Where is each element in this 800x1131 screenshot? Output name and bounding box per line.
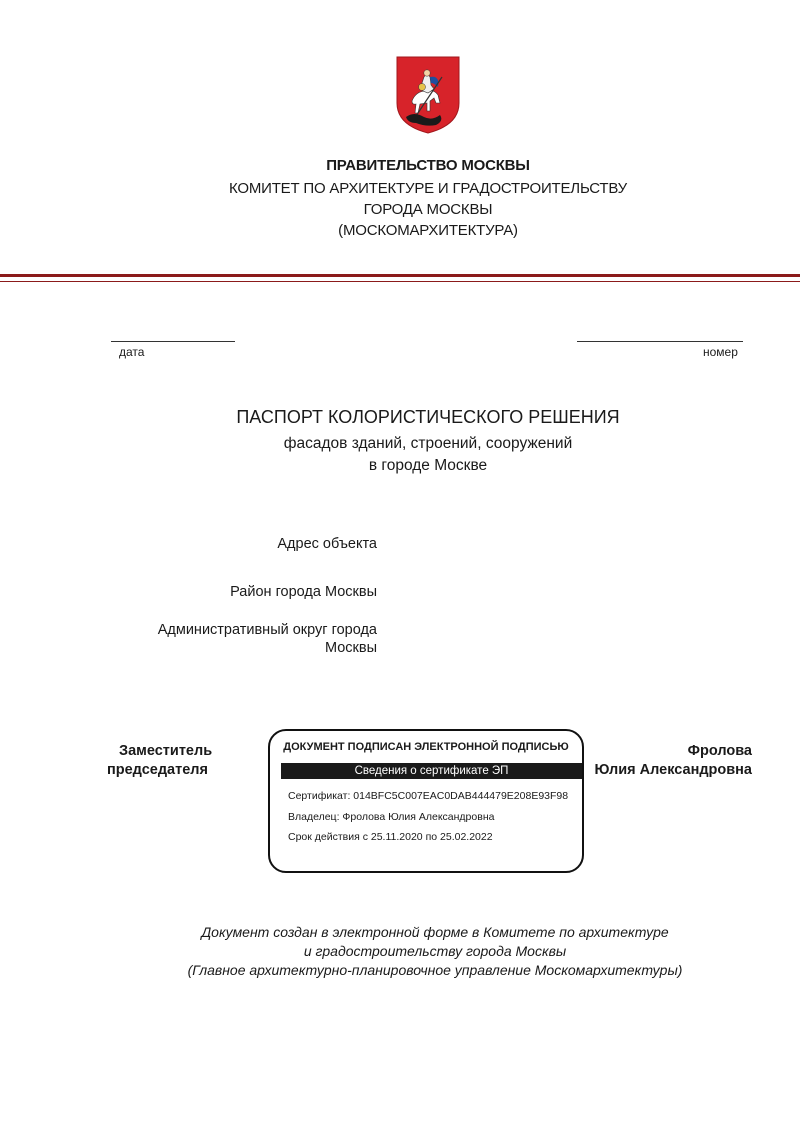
signatory-position-line1: Заместитель: [119, 743, 213, 759]
document-title: ПАСПОРТ КОЛОРИСТИЧЕСКОГО РЕШЕНИЯ: [236, 407, 620, 427]
footer-line3: (Главное архитектурно-планировочное управление Москомархитектуры): [187, 962, 683, 978]
committee-name-line2: ГОРОДА МОСКВЫ: [363, 201, 493, 218]
date-line: [111, 341, 235, 342]
header-divider-thin: [0, 281, 800, 282]
certificate-validity: Срок действия с 25.11.2020 по 25.02.2022: [288, 831, 493, 843]
certificate-number: Сертификат: 014BFC5C007EAC0DAB444479E208E93F98: [288, 790, 569, 802]
committee-name-line1: КОМИТЕТ ПО АРХИТЕКТУРЕ И ГРАДОСТРОИТЕЛЬСТВУ: [228, 180, 627, 197]
signature-stamp-heading: ДОКУМЕНТ ПОДПИСАН ЭЛЕКТРОННОЙ ПОДПИСЬЮ: [283, 741, 569, 753]
okrug-label-line2: Москвы: [324, 640, 377, 656]
number-label: номер: [703, 345, 738, 359]
signatory-position-line2: председателя: [107, 762, 208, 778]
signatory-surname: Фролова: [687, 743, 752, 759]
footer-line2: и градостроительству города Москвы: [303, 943, 567, 959]
footer-line1: Документ создан в электронной форме в Комитете по архитектуре: [201, 924, 669, 940]
certificate-info-bar: Сведения о сертификате ЭП: [281, 763, 582, 779]
certificate-owner: Владелец: Фролова Юлия Александровна: [288, 811, 495, 823]
address-label: Адрес объекта: [277, 536, 377, 552]
district-label: Район города Москвы: [230, 584, 377, 600]
date-label: дата: [119, 345, 145, 359]
moscow-coat-of-arms-icon: [394, 55, 462, 135]
number-line: [577, 341, 743, 342]
signatory-given-names: Юлия Александровна: [594, 762, 752, 778]
document-subtitle-line1: фасадов зданий, строений, сооружений: [283, 435, 573, 452]
header-divider-thick: [0, 274, 800, 277]
committee-abbreviation: (МОСКОМАРХИТЕКТУРА): [338, 222, 518, 239]
document-subtitle-line2: в городе Москве: [368, 457, 488, 474]
government-name: ПРАВИТЕЛЬСТВО МОСКВЫ: [326, 157, 530, 174]
okrug-label-line1: Административный округ города: [157, 622, 377, 638]
